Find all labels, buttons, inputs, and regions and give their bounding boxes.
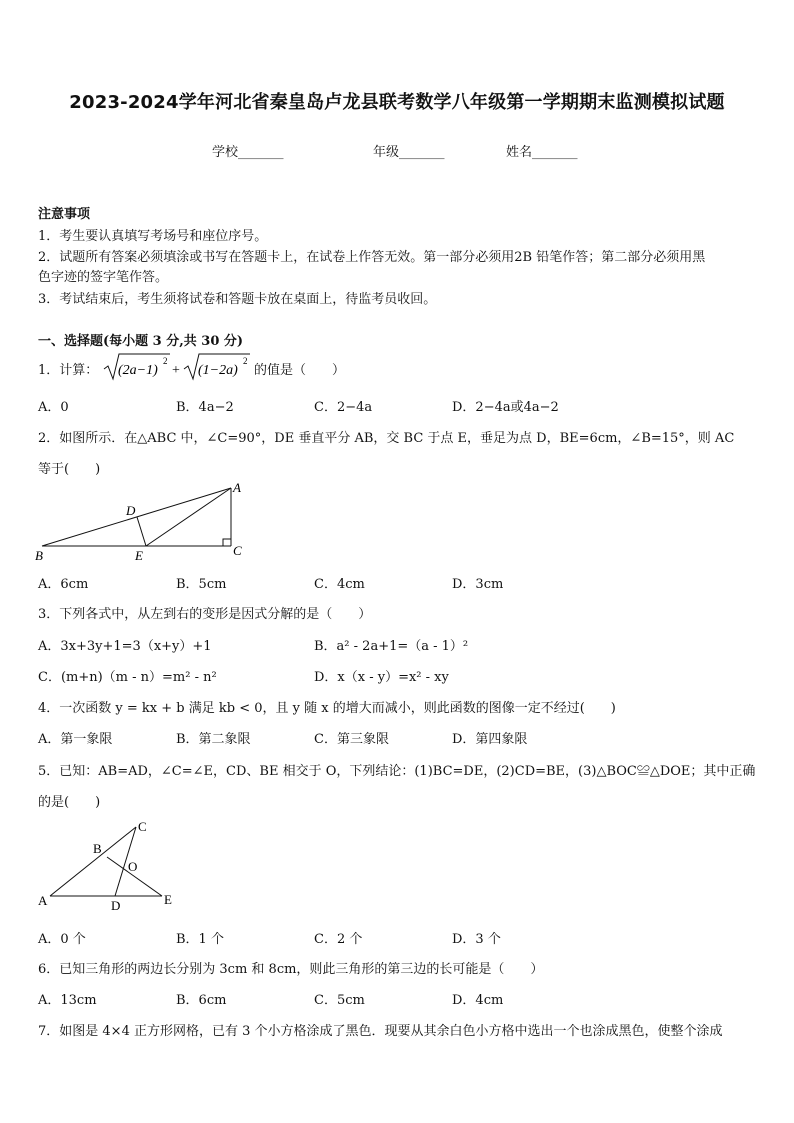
- q6-option-a: A．13cm: [38, 993, 97, 1008]
- q5-label-c: C: [138, 819, 147, 834]
- q2-figure: [30, 478, 250, 566]
- q4-option-c: C．第三象限: [314, 732, 389, 747]
- q4-option-a: A．第一象限: [38, 732, 113, 747]
- q1-option-a: A．0: [38, 400, 69, 415]
- q1-exp2: 2: [243, 356, 248, 366]
- q1-formula: [102, 351, 252, 383]
- note-item: 1．考生要认真填写考场号和座位序号。: [38, 229, 268, 244]
- note-item: 色字迹的签字笔作答。: [38, 270, 169, 285]
- q1-option-d: D．2−4a或4a−2: [452, 400, 559, 415]
- q5-option-b: B．1 个: [176, 932, 224, 947]
- q2-option-c: C．4cm: [314, 577, 365, 592]
- q2-option-d: D．3cm: [452, 577, 504, 592]
- q5-figure: [30, 812, 190, 916]
- q6-option-b: B．6cm: [176, 993, 227, 1008]
- q1-suffix: 的值是（ ）: [254, 363, 346, 378]
- page-title: 2023-2024学年河北省秦皇岛卢龙县联考数学八年级第一学期期末监测模拟试题: [69, 92, 725, 113]
- q5-label-b: B: [93, 841, 102, 856]
- q5-label-d: D: [111, 898, 121, 913]
- q1-expr1: (2a−1): [118, 363, 158, 378]
- school-field: 学校_______: [212, 145, 284, 160]
- q5-stem: 5．已知：AB=AD，∠C=∠E，CD、BE 相交于 O，下列结论：(1)BC=DE，(2)CD=BE，(3)△BOC≌△DOE；其中正确: [38, 764, 756, 779]
- q5-option-a: A．0 个: [38, 932, 86, 947]
- q3-option-c: C．(m+n)（m - n）=m² - n²: [38, 670, 217, 685]
- q2-option-b: B．5cm: [176, 577, 227, 592]
- notes-heading: 注意事项: [38, 207, 91, 222]
- q5-stem-cont: 的是( ): [38, 795, 101, 810]
- q6-stem: 6．已知三角形的两边长分别为 3cm 和 8cm，则此三角形的第三边的长可能是（ ）: [38, 962, 544, 977]
- q1-expr2: (1−2a): [198, 363, 238, 378]
- q1-option-c: C．2−4a: [314, 400, 373, 415]
- section-heading: 一、选择题(每小题 3 分,共 30 分): [38, 334, 244, 349]
- q6-option-c: C．5cm: [314, 993, 365, 1008]
- q3-option-a: A．3x+3y+1=3（x+y）+1: [38, 639, 212, 654]
- q6-option-d: D．4cm: [452, 993, 504, 1008]
- q2-label-a: A: [233, 480, 241, 495]
- q1-exp1: 2: [163, 356, 168, 366]
- q3-option-b: B．a² - 2a+1=（a - 1）²: [314, 639, 469, 654]
- q4-option-b: B．第二象限: [176, 732, 251, 747]
- q4-option-d: D．第四象限: [452, 732, 528, 747]
- name-field: 姓名_______: [506, 145, 578, 160]
- q2-label-d: D: [126, 503, 136, 518]
- q1-prefix: 1．计算：: [38, 363, 99, 378]
- q5-option-d: D．3 个: [452, 932, 501, 947]
- q4-stem: 4．一次函数 y = kx + b 满足 kb < 0，且 y 随 x 的增大而减小，则此函数的图像一定不经过( ): [38, 701, 616, 716]
- grade-field: 年级_______: [373, 145, 445, 160]
- q5-label-e: E: [164, 892, 172, 907]
- note-item: 2．试题所有答案必须填涂或书写在答题卡上，在试卷上作答无效。第一部分必须用2B 铅笔作答；第二部分必须用黑: [38, 250, 706, 265]
- q1-option-b: B．4a−2: [176, 400, 234, 415]
- q3-option-d: D．x（x - y）=x² - xy: [314, 670, 449, 685]
- q3-stem: 3．下列各式中，从左到右的变形是因式分解的是（ ）: [38, 607, 372, 622]
- q2-label-c: C: [233, 543, 242, 558]
- q2-stem: 2．如图所示．在△ABC 中，∠C=90°，DE 垂直平分 AB，交 BC 于点 E，垂足为点 D，BE=6cm，∠B=15°，则 AC: [38, 431, 735, 446]
- q5-label-a: A: [38, 893, 48, 908]
- q2-label-b: B: [35, 548, 43, 563]
- q1-plus: +: [172, 363, 180, 378]
- q7-stem: 7．如图是 4×4 正方形网格，已有 3 个小方格涂成了黑色．现要从其余白色小方格中选出一个也涂成黑色，使整个涂成: [38, 1024, 723, 1039]
- note-item: 3．考试结束后，考生须将试卷和答题卡放在桌面上，待监考员收回。: [38, 292, 437, 307]
- q2-label-e: E: [135, 548, 143, 563]
- q5-option-c: C．2 个: [314, 932, 363, 947]
- q2-stem-cont: 等于( ): [38, 462, 101, 477]
- q2-option-a: A．6cm: [38, 577, 89, 592]
- q5-label-o: O: [128, 859, 138, 874]
